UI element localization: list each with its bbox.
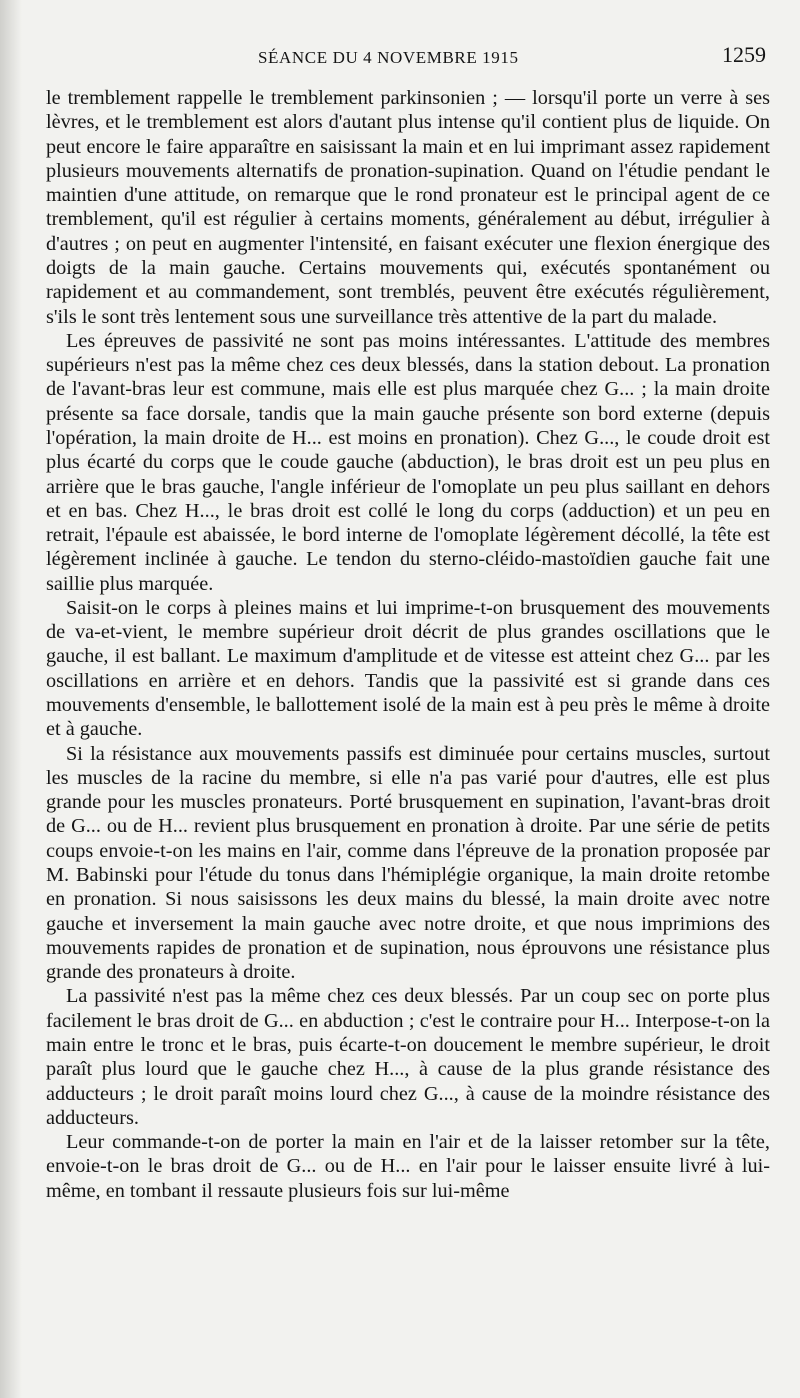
paragraph: le tremblement rappelle le tremblement parkinsonien ; — lorsqu'il porte un verre à ses lèvres, et le tremblement est alors d'autant plus intense qu'il contient plus de liquide. On peut encore le faire apparaître en saisissant la main et en lui imprimant assez rapidement plusieurs mouvements alternatifs de pronation-supination. Quand on l'étudie pendant le maintien d'une attitude, on remarque que le rond pronateur est le principal agent de ce tremblement, qu'il est régulier à certains moments, généralement au début, irrégulier à d'autres ; on peut en augmenter l'intensité, en faisant exécuter une flexion énergique des doigts de la main gauche. Certains mouvements qui, exécutés spontanément ou rapidement et au commandement, sont tremblés, peuvent être exécutés régulièrement, s'ils le sont très lentement sous une surveillance très attentive de la part du malade. xyxy=(46,87,770,328)
page-number: 1259 xyxy=(722,42,766,67)
paragraph: Leur commande-t-on de porter la main en l'air et de la laisser retomber sur la tête, envoie-t-on le bras droit de G... ou de H... en l'air pour le laisser ensuite livré à lui-même, en tombant il ressaute plusieurs fois sur lui-même xyxy=(46,1131,770,1202)
running-header xyxy=(0,38,800,78)
paragraph: Si la résistance aux mouvements passifs est diminuée pour certains muscles, surtout les muscles de la racine du membre, si elle n'a pas varié pour d'autres, elle est plus grande pour les muscles pronateurs. Porté brusquement en supination, l'avant-bras droit de G... ou de H... revient plus brusquement en pronation à droite. Par une série de petits coups envoie-t-on les mains en l'air, comme dans l'épreuve de la pronation proposée par M. Babinski pour l'étude du tonus dans l'hémiplégie organique, la main droite retombe en pronation. Si nous saisissons les deux mains du blessé, la main droite avec notre gauche et inversement la main gauche avec notre droite, et que nous imprimions des mouvements rapides de pronation et de supination, nous éprouvons une résistance plus grande des pronateurs à droite. xyxy=(46,742,770,984)
paragraph: Les épreuves de passivité ne sont pas moins intéressantes. L'attitude des membres supérieurs n'est pas la même chez ces deux blessés, dans la station debout. La pronation de l'avant-bras leur est commune, mais elle est plus marquée chez G... ; la main droite présente sa face dorsale, tandis que la main gauche présente son bord externe (depuis l'opération, la main droite de H... est moins en pronation). Chez G..., le coude droit est plus écarté du corps que le coude gauche (abduction), le bras droit est un peu plus en arrière que le bras gauche, l'angle inférieur de l'omoplate un peu plus saillant en dehors et en bas. Chez H..., le bras droit est collé le long du corps (adduction) et un peu en retrait, l'épaule est abaissée, le bord interne de l'omoplate légèrement décollé, la tête est légèrement inclinée à gauche. Le tendon du sterno-cléido-mastoïdien gauche fait une saillie plus marquée. xyxy=(46,329,770,595)
running-title: SÉANCE DU 4 NOVEMBRE 1915 xyxy=(258,48,519,67)
paragraph: Saisit-on le corps à pleines mains et lui imprime-t-on brusquement des mouvements de va-et-vient, le membre supérieur droit décrit de plus grandes oscillations que le gauche, il est ballant. Le maximum d'amplitude et de vitesse est atteint chez G... par les oscillations en arrière et en dehors. Tandis que la passivité est si grande dans ces mouvements d'ensemble, le ballottement isolé de la main est à peu près le même à droite et à gauche. xyxy=(46,596,770,741)
body-text xyxy=(46,86,770,1203)
paragraph: La passivité n'est pas la même chez ces deux blessés. Par un coup sec on porte plus facilement le bras droit de G... en abduction ; c'est le contraire pour H... Interpose-t-on la main entre le tronc et le bras, puis écarte-t-on doucement le membre supérieur, le droit paraît plus lourd que le gauche chez H..., à cause de la plus grande résistance des adducteurs ; le droit paraît moins lourd chez G..., à cause de la moindre résistance des adducteurs. xyxy=(46,985,770,1129)
